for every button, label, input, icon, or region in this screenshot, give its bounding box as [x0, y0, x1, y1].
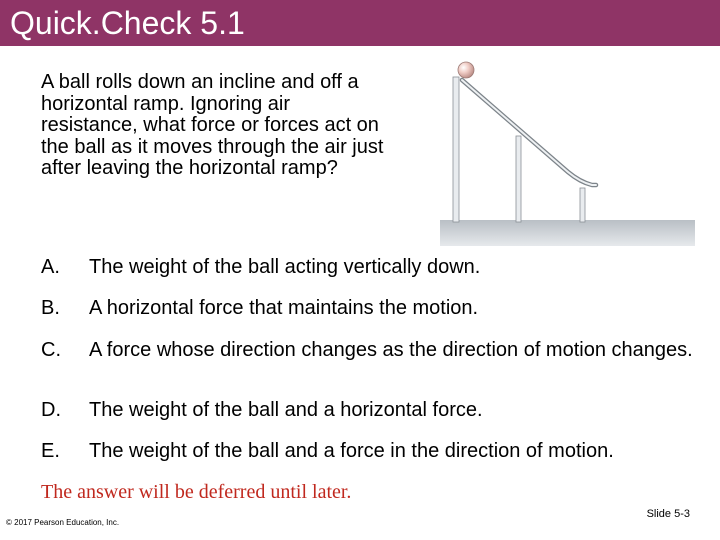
support-post-1: [453, 77, 459, 222]
option-text: A horizontal force that maintains the motion.: [89, 297, 479, 319]
option-text: The weight of the ball and a horizontal force.: [89, 399, 483, 421]
title-bar: [0, 0, 720, 46]
option-letter: B.: [41, 297, 60, 319]
answer-note: The answer will be deferred until later.: [41, 481, 352, 503]
option-letter: D.: [41, 399, 61, 421]
option-e: [41, 439, 614, 463]
option-d: [41, 398, 483, 422]
ball: [458, 62, 474, 78]
option-text: The weight of the ball acting vertically down.: [89, 256, 481, 278]
support-post-2: [516, 136, 521, 222]
slide-title: Quick.Check 5.1: [10, 5, 245, 41]
option-text: A force whose direction changes as the direction of motion changes.: [89, 339, 693, 361]
option-a: [41, 255, 480, 279]
copyright-notice: © 2017 Pearson Education, Inc.: [6, 518, 120, 527]
option-b: [41, 296, 478, 320]
option-c: [41, 338, 693, 362]
option-text: The weight of the ball and a force in the direction of motion.: [89, 440, 614, 462]
incline-ramp-illustration: [440, 60, 695, 248]
option-letter: A.: [41, 256, 60, 278]
incline-track: [462, 80, 596, 185]
support-post-3: [580, 188, 585, 222]
slide-number: Slide 5-3: [646, 508, 690, 520]
option-letter: E.: [41, 440, 60, 462]
option-letter: C.: [41, 339, 61, 361]
ground-surface: [440, 220, 695, 246]
question-text: A ball rolls down an incline and off a horizontal ramp. Ignoring air resistance, what force or forces act on the ball as it moves through the air just after leaving the horizontal ramp?: [41, 71, 384, 179]
